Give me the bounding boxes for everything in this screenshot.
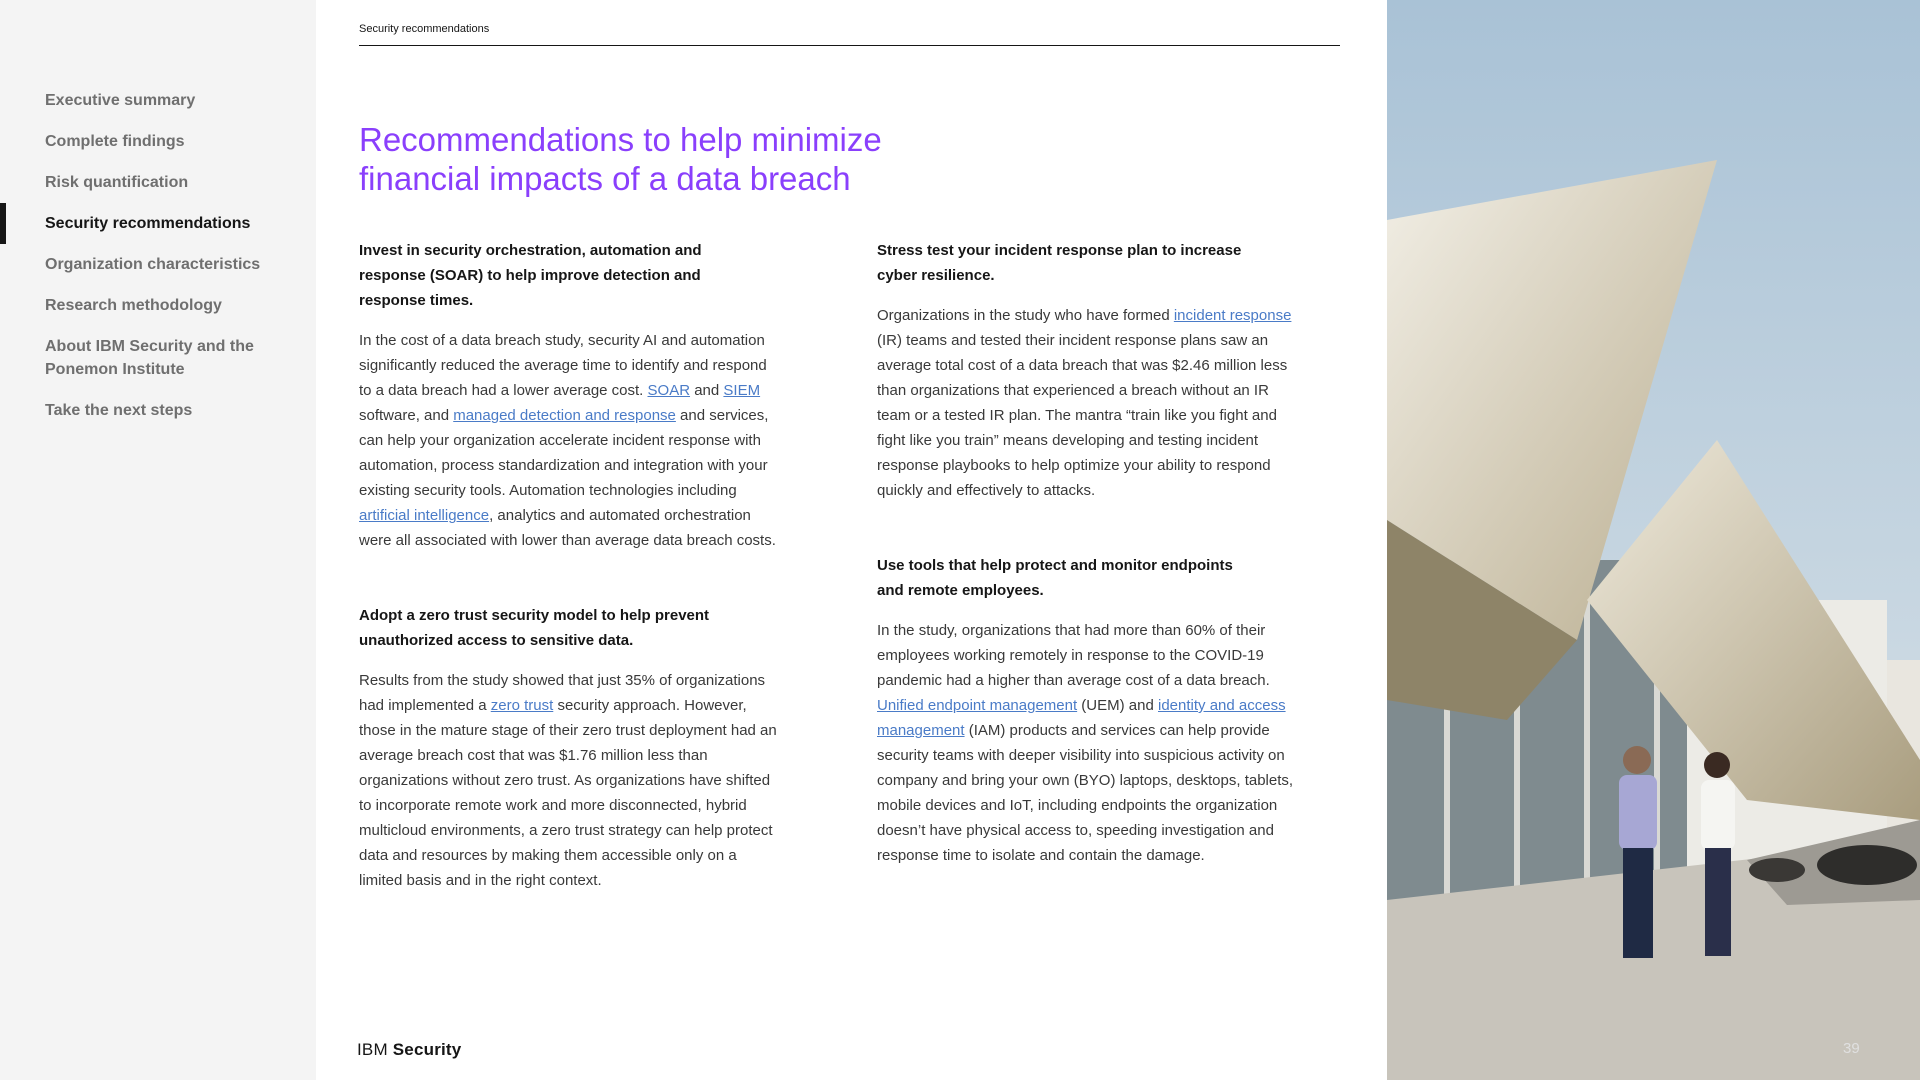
text-run: (IAM) products and services can help provide security teams with deeper visibility into suspicious activity on company and bring your own (BYO) laptops, desktops, tablets, mobile devices and IoT, including endpoints the organization doesn’t have physical access to, speeding investigation and response time to isolate and contain the damage.: [877, 722, 1294, 864]
boulder: [1749, 858, 1805, 882]
ibm-security-logo: [357, 1040, 461, 1060]
left-column: [359, 238, 779, 943]
sidebar-item-risk-quantification[interactable]: Risk quantification: [45, 174, 189, 191]
zero-trust-paragraph: [359, 668, 779, 893]
zero-trust-link[interactable]: zero trust: [490, 697, 554, 714]
text-run: , analytics and automated orchestration were all associated with lower than average data breach costs.: [359, 507, 776, 549]
sidebar-item-next-steps[interactable]: Take the next steps: [45, 402, 193, 419]
iam-link[interactable]: identity and access management: [877, 697, 1286, 739]
sidebar-item-complete-findings[interactable]: Complete findings: [45, 133, 185, 150]
text-run: In the cost of a data breach study, security AI and automation significantly reduced the average time to identify and respond to a data breach had a lower average cost.: [359, 332, 767, 399]
endpoints-heading: Use tools that help protect and monitor endpoints and remote employees.: [877, 557, 1233, 599]
right-column: [877, 238, 1297, 918]
text-run: Organizations in the study who have formed: [877, 307, 1174, 324]
incident-response-link[interactable]: incident response: [1173, 307, 1292, 324]
text-run: Results from the study showed that just 35% of organizations had implemented a: [359, 672, 766, 714]
sidebar-item-security-recommendations[interactable]: Security recommendations: [0, 203, 316, 244]
text-run: software, and: [359, 407, 454, 424]
sidebar-item-organization-characteristics[interactable]: Organization characteristics: [45, 256, 261, 273]
section-header-label: Security recommendations: [359, 23, 490, 35]
sidebar-item-about-ibm[interactable]: About IBM Security and the Ponemon Institute: [45, 338, 254, 378]
main-content: [316, 0, 1387, 1080]
ai-link[interactable]: artificial intelligence: [359, 507, 490, 524]
text-run: (UEM) and: [1077, 697, 1158, 714]
stress-test-section: [877, 238, 1297, 503]
zero-trust-section: [359, 603, 779, 893]
stress-test-heading: Stress test your incident response plan to increase cyber resilience.: [877, 242, 1242, 284]
boulder: [1817, 845, 1917, 885]
endpoints-section: [877, 553, 1297, 868]
soar-section: [359, 238, 779, 553]
stress-test-paragraph: [877, 303, 1297, 503]
page-title: Recommendations to help minimize financial impacts of a data breach: [359, 121, 882, 197]
siem-link[interactable]: SIEM: [723, 382, 761, 399]
sidebar-item-executive-summary[interactable]: Executive summary: [45, 92, 196, 109]
soar-link[interactable]: SOAR: [647, 382, 691, 399]
zero-trust-heading: Adopt a zero trust security model to help prevent unauthorized access to sensitive data.: [359, 607, 710, 649]
text-run: In the study, organizations that had more than 60% of their employees working remotely in response to the COVID-19 pandemic had a higher than average cost of a data breach.: [877, 622, 1270, 689]
header-divider: [359, 45, 1340, 46]
architecture-photo-illustration: [1387, 0, 1920, 1080]
sidebar-item-research-methodology[interactable]: Research methodology: [45, 297, 222, 314]
text-run: and services, can help your organization accelerate incident response with automation, process standardization and integration with your existing security tools. Automation technologies including: [359, 407, 769, 499]
logo-security-text: Security: [392, 1040, 462, 1059]
soar-paragraph: [359, 328, 779, 553]
hero-photo: [1387, 0, 1920, 1080]
text-run: security approach. However, those in the mature stage of their zero trust deployment had an average breach cost that was $1.76 million less than organizations without zero trust. As organizations have shifted to incorporate remote work and more disconnected, hybrid multicloud environments, a zero trust strategy can help protect data and resources by making them accessible only on a limited basis and in the right context.: [359, 697, 777, 889]
soar-heading: Invest in security orchestration, automation and response (SOAR) to help improve detection and response times.: [359, 242, 702, 309]
text-run: and: [690, 382, 724, 399]
page-number: 39: [1843, 1040, 1860, 1057]
mdr-link[interactable]: managed detection and response: [453, 407, 676, 424]
sidebar-nav: [0, 80, 316, 431]
uem-link[interactable]: Unified endpoint management: [877, 697, 1078, 714]
logo-ibm-text: IBM: [357, 1040, 388, 1059]
endpoints-paragraph: [877, 618, 1297, 868]
sidebar: [0, 0, 316, 1080]
text-run: (IR) teams and tested their incident response plans saw an average total cost of a data breach that was $2.46 million less than organizations that experienced a breach without an IR team or a tested IR plan. The mantra “train like you fight and fight like you train” means developing and testing incident response playbooks to help optimize your ability to respond quickly and effectively to attacks.: [877, 332, 1288, 499]
